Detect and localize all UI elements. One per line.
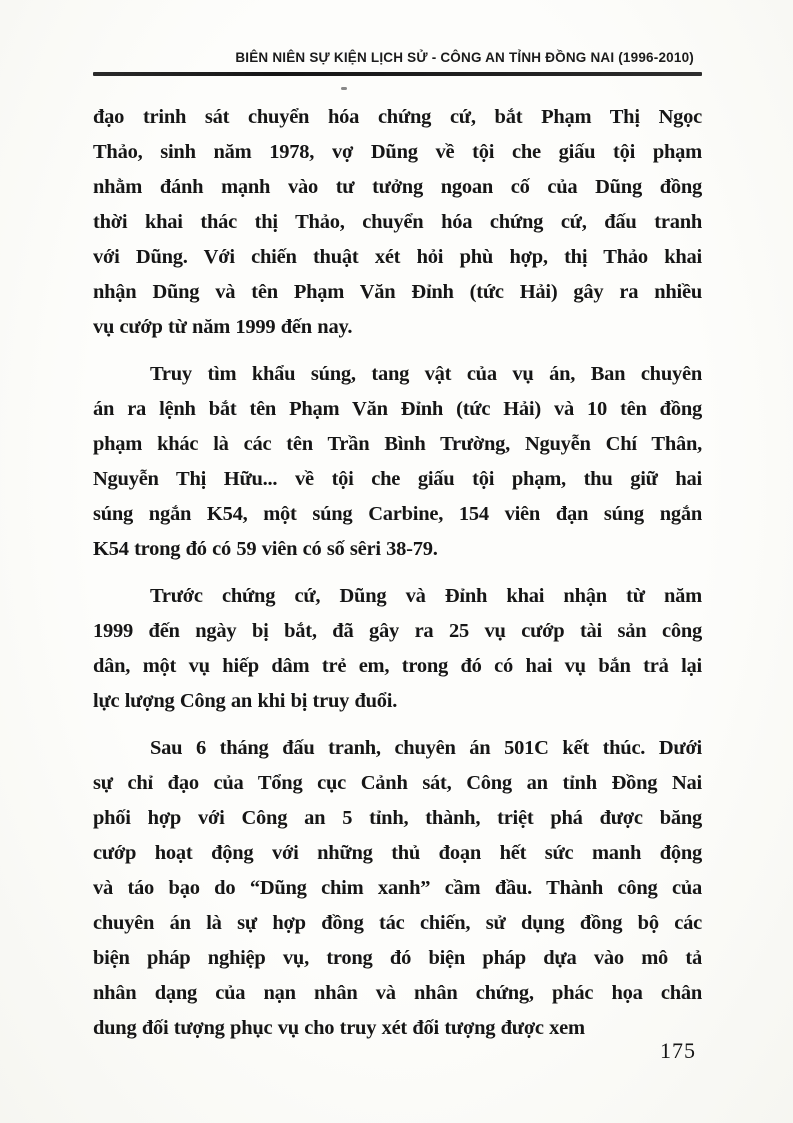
text-line: nhằm đánh mạnh vào tư tưởng ngoan cố của Dũng đồng	[93, 176, 702, 198]
text-line: Trước chứng cứ, Dũng và Đỉnh khai nhận từ năm	[150, 585, 702, 607]
text-line: súng ngắn K54, một súng Carbine, 154 viên đạn súng ngắn	[93, 503, 702, 525]
text-line: dung đối tượng phục vụ cho truy xét đối tượng được xem	[93, 1017, 585, 1039]
text-line: dân, một vụ hiếp dâm trẻ em, trong đó có hai vụ bắn trả lại	[93, 655, 702, 677]
text-line: với Dũng. Với chiến thuật xét hỏi phù hợp, thị Thảo khai	[93, 246, 702, 268]
page-number: 175	[660, 1038, 696, 1063]
text-line: nhận Dũng và tên Phạm Văn Đỉnh (tức Hải) gây ra nhiều	[93, 281, 702, 303]
paragraph	[93, 357, 702, 567]
text-line: phối hợp với Công an 5 tỉnh, thành, triệt phá được băng	[93, 807, 702, 829]
text-line: thời khai thác thị Thảo, chuyển hóa chứng cứ, đấu tranh	[93, 211, 702, 233]
scan-artifact-dot	[341, 87, 347, 90]
text-line: chuyên án là sự hợp đồng tác chiến, sử dụng đồng bộ các	[93, 912, 702, 934]
text-line: Truy tìm khẩu súng, tang vật của vụ án, Ban chuyên	[150, 363, 702, 385]
header-title: BIÊN NIÊN SỰ KIỆN LỊCH SỬ - CÔNG AN TỈNH ĐỒNG NAI (1996-2010)	[235, 50, 694, 65]
text-line: và táo bạo do “Dũng chim xanh” cầm đầu. Thành công của	[93, 877, 702, 899]
text-line: lực lượng Công an khi bị truy đuổi.	[93, 690, 398, 712]
text-line: Thảo, sinh năm 1978, vợ Dũng về tội che giấu tội phạm	[93, 141, 702, 163]
text-line: sự chỉ đạo của Tổng cục Cảnh sát, Công an tỉnh Đồng Nai	[93, 772, 702, 794]
text-line: án ra lệnh bắt tên Phạm Văn Đỉnh (tức Hải) và 10 tên đồng	[93, 398, 702, 420]
text-line: K54 trong đó có 59 viên có số sêri 38-79.	[93, 538, 438, 560]
text-line: biện pháp nghiệp vụ, trong đó biện pháp dựa vào mô tả	[93, 947, 702, 969]
text-line: đạo trinh sát chuyển hóa chứng cứ, bắt Phạm Thị Ngọc	[93, 106, 702, 128]
paragraph	[93, 579, 702, 719]
text-line: Nguyễn Thị Hữu... về tội che giấu tội phạm, thu giữ hai	[93, 468, 702, 490]
text-line: vụ cướp từ năm 1999 đến nay.	[93, 316, 353, 338]
text-line: cướp hoạt động với những thủ đoạn hết sức manh động	[93, 842, 702, 864]
paragraph	[93, 731, 702, 1046]
text-line: phạm khác là các tên Trần Bình Trường, Nguyễn Chí Thân,	[93, 433, 702, 455]
text-line: Sau 6 tháng đấu tranh, chuyên án 501C kết thúc. Dưới	[150, 737, 702, 759]
header-rule	[93, 72, 702, 76]
text-body	[93, 100, 702, 1046]
running-header	[93, 50, 702, 76]
text-line: nhân dạng của nạn nhân và nhân chứng, phác họa chân	[93, 982, 702, 1004]
paragraph	[93, 100, 702, 345]
text-line: 1999 đến ngày bị bắt, đã gây ra 25 vụ cướp tài sản công	[93, 620, 702, 642]
